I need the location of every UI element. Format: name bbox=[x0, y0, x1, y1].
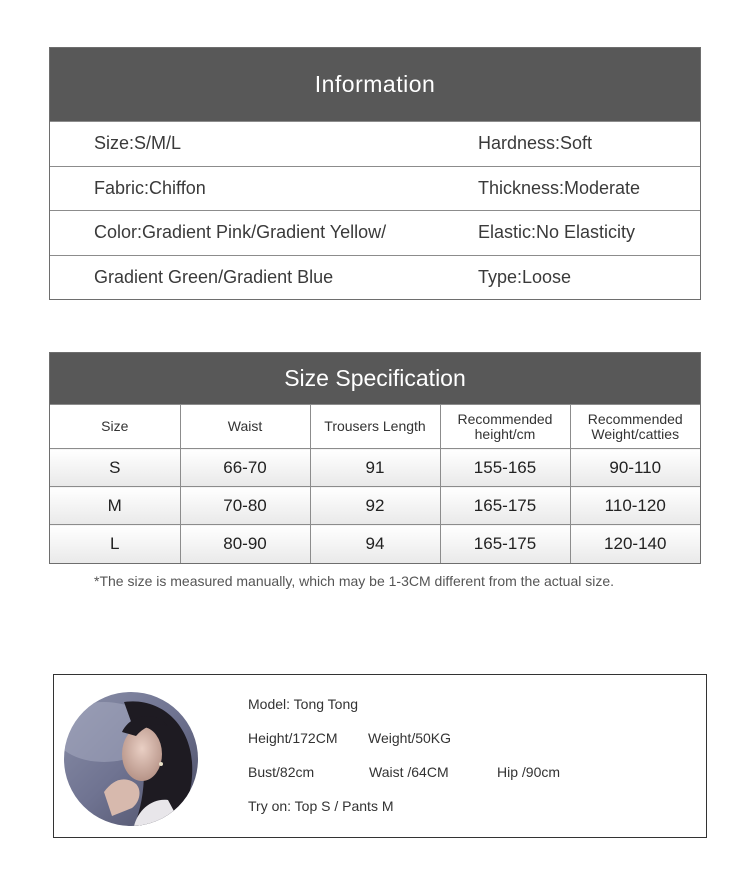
header-waist: Waist bbox=[180, 405, 310, 449]
info-row bbox=[50, 166, 700, 211]
info-type: Type:Loose bbox=[478, 266, 572, 287]
model-avatar bbox=[64, 692, 198, 826]
model-name: Model: Tong Tong bbox=[248, 696, 359, 712]
cell-waist: 80-90 bbox=[180, 525, 310, 563]
info-size: Size:S/M/L bbox=[94, 133, 182, 154]
model-weight: Weight/50KG bbox=[368, 730, 452, 746]
model-height: Height/172CM bbox=[248, 730, 338, 746]
cell-weight: 90-110 bbox=[570, 449, 700, 487]
table-header-row bbox=[50, 405, 700, 449]
header-trousers-length: Trousers Length bbox=[310, 405, 440, 449]
cell-weight: 110-120 bbox=[570, 487, 700, 525]
cell-length: 91 bbox=[310, 449, 440, 487]
cell-weight: 120-140 bbox=[570, 525, 700, 563]
cell-height: 165-175 bbox=[440, 525, 570, 563]
info-thickness: Thickness:Moderate bbox=[478, 177, 641, 198]
cell-height: 155-165 bbox=[440, 449, 570, 487]
model-hip: Hip /90cm bbox=[497, 764, 561, 780]
model-photo-icon bbox=[64, 692, 198, 826]
info-elastic: Elastic:No Elasticity bbox=[478, 222, 636, 243]
model-card bbox=[53, 674, 707, 838]
table-row bbox=[50, 487, 700, 525]
info-row bbox=[50, 210, 700, 255]
model-try-on: Try on: Top S / Pants M bbox=[248, 798, 394, 814]
information-title: Information bbox=[50, 48, 700, 121]
model-bust: Bust/82cm bbox=[248, 764, 315, 780]
table-row bbox=[50, 525, 700, 563]
info-color-continued: Gradient Green/Gradient Blue bbox=[94, 266, 334, 287]
cell-height: 165-175 bbox=[440, 487, 570, 525]
cell-waist: 70-80 bbox=[180, 487, 310, 525]
info-color: Color:Gradient Pink/Gradient Yellow/ bbox=[94, 222, 387, 243]
info-row bbox=[50, 121, 700, 166]
header-size: Size bbox=[50, 405, 180, 449]
size-note: *The size is measured manually, which may be 1-3CM different from the actual size. bbox=[94, 573, 615, 589]
info-hardness: Hardness:Soft bbox=[478, 133, 593, 154]
size-specification-title: Size Specification bbox=[50, 353, 700, 404]
cell-size: L bbox=[50, 525, 180, 563]
information-table bbox=[49, 47, 701, 300]
cell-length: 92 bbox=[310, 487, 440, 525]
size-table bbox=[50, 404, 700, 563]
header-recommended-height: Recommended height/cm bbox=[440, 405, 570, 449]
model-waist: Waist /64CM bbox=[369, 764, 449, 780]
info-row bbox=[50, 255, 700, 300]
info-fabric: Fabric:Chiffon bbox=[94, 177, 206, 198]
cell-size: M bbox=[50, 487, 180, 525]
cell-waist: 66-70 bbox=[180, 449, 310, 487]
size-specification-table bbox=[49, 352, 701, 564]
table-row bbox=[50, 449, 700, 487]
header-recommended-weight: Recommended Weight/catties bbox=[570, 405, 700, 449]
cell-length: 94 bbox=[310, 525, 440, 563]
cell-size: S bbox=[50, 449, 180, 487]
